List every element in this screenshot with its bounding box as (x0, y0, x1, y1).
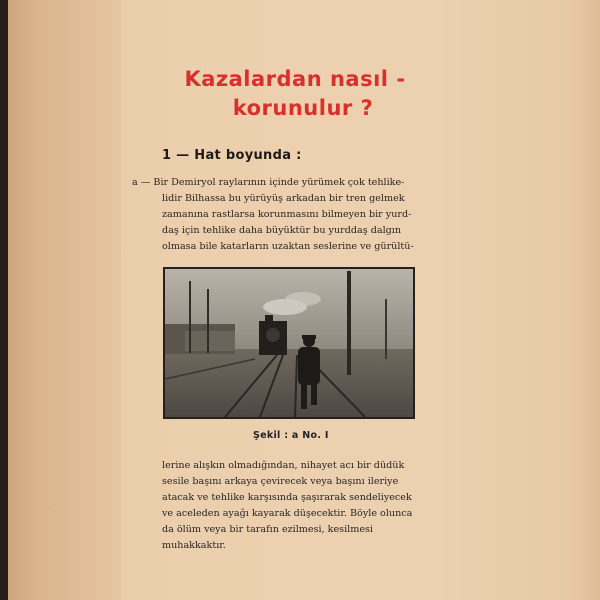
paragraph-line: daş için tehlike daha büyüktür bu yurddaş dalgın (162, 225, 402, 236)
book-spine-edge (0, 0, 8, 600)
train-photo (163, 267, 415, 419)
title-dash-mark: - (396, 67, 406, 91)
figure-caption: Şekil : a No. I (253, 430, 329, 441)
paragraph-line: muhakkaktır. (162, 540, 226, 551)
page-title-line-1: Kazalardan nasıl - (184, 67, 406, 91)
page-right-margin-shade (576, 0, 600, 600)
paragraph-line: zamanına rastlarsa korunmasını bilmeyen bir yurd- (162, 209, 412, 220)
paragraph-line: sesile başını arkaya çevirecek veya başını ileriye (162, 476, 399, 487)
page-title-line-2: korunulur ? (232, 96, 374, 120)
paragraph-line: a — Bir Demiryol raylarının içinde yürümek çok tehlike- (132, 177, 405, 188)
section-heading: 1 — Hat boyunda : (162, 148, 302, 163)
paragraph-line: da ölüm veya bir tarafın ezilmesi, kesilmesi (162, 524, 373, 535)
paragraph-line: lidir Bilhassa bu yürüyüş arkadan bir tren gelmek (162, 193, 405, 204)
paragraph-a (132, 175, 447, 255)
paragraph-b (162, 458, 447, 554)
paragraph-line: olmasa bile katarların uzaktan seslerine ve gürültü- (162, 241, 414, 252)
train-photo-illustration (165, 269, 413, 417)
paragraph-line: ve aceleden ayağı kayarak düşecektir. Böyle olunca (162, 508, 413, 519)
paragraph-line: atacak ve tehlike karşısında şaşırarak sendeliyecek (162, 492, 412, 503)
page-left-margin-shade (8, 0, 121, 600)
paragraph-line: lerine alışkın olmadığından, nihayet acı bir düdük (162, 460, 405, 471)
